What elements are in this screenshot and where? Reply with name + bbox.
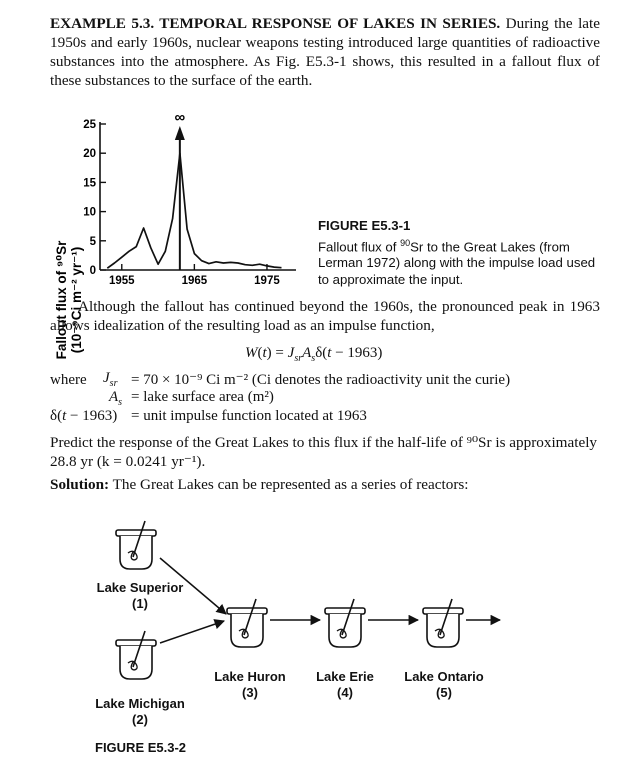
- y-tick-label: 10: [83, 206, 96, 219]
- definition-jsr-text: = 70 × 10⁻⁹ Ci m⁻² (Ci denotes the radioactivity unit the curie): [131, 372, 511, 388]
- figure2-label: FIGURE E5.3-2: [95, 740, 187, 755]
- x-tick-label: 1955: [108, 275, 135, 287]
- x-tick-label: 1965: [181, 275, 208, 287]
- figure1-label: FIGURE E5.3-1: [318, 218, 411, 233]
- solution-text: The Great Lakes can be represented as a series of reactors:: [112, 476, 469, 493]
- example-intro: [50, 14, 600, 90]
- figure1-caption: [318, 218, 608, 288]
- predict-paragraph: Predict the response of the Great Lakes to this flux if the half-life of ⁹⁰Sr is approximately 28.8 yr (k = 0.0241 yr⁻¹).: [50, 434, 598, 470]
- beaker-icon-superior: [116, 521, 156, 569]
- y-axis-label-line1: Fallout flux of ⁹⁰Sr: [54, 240, 69, 360]
- lake-huron-label: Lake Huron (3): [214, 669, 286, 700]
- beaker-icon-michigan: [116, 631, 156, 679]
- lake-michigan-label: Lake Michigan (2): [95, 696, 185, 727]
- beaker-icon-ontario: [423, 599, 463, 647]
- beaker-icon-huron: [227, 599, 267, 647]
- lake-erie-label: Lake Erie (4): [316, 669, 374, 700]
- impulse-paragraph: Although the fallout has continued beyond the 1960s, the pronounced peak in 1963 allows idealization of the resulting load as an impulse function,: [50, 298, 600, 334]
- impulse-infinity-label: ∞: [174, 109, 186, 126]
- figure1-caption-text: Fallout flux of $^{90}$Sr to the Great Lakes (from Lerman 1972) along with the impulse load used to approximate the input.: [318, 237, 596, 287]
- definition-jsr-symbol: $J_{sr}$: [103, 370, 118, 389]
- definition-delta-symbol: δ(t − 1963): [50, 408, 118, 424]
- y-axis-label-line2: (10⁻⁹Ci m⁻² yr⁻¹): [69, 246, 84, 354]
- x-tick-label: 1975: [254, 275, 280, 287]
- y-tick-label: 5: [89, 235, 96, 248]
- solution-label: Solution:: [50, 476, 110, 493]
- arrow-michigan-to-huron: [160, 621, 224, 643]
- definition-where: where: [50, 372, 87, 388]
- y-tick-label: 25: [83, 119, 96, 131]
- solution-line: [50, 475, 600, 494]
- y-tick-label: 0: [89, 265, 96, 277]
- y-tick-label: 20: [83, 148, 96, 161]
- definition-as-text: = lake surface area (m²): [131, 389, 274, 405]
- example-heading: EXAMPLE 5.3. TEMPORAL RESPONSE OF LAKES IN SERIES.: [50, 15, 501, 32]
- lake-superior-label: Lake Superior (1): [96, 580, 184, 611]
- fallout-flux-line: [107, 153, 281, 268]
- y-tick-label: 15: [83, 177, 96, 190]
- definition-as-symbol: $A_s$: [109, 389, 123, 408]
- definition-delta-text: = unit impulse function located at 1963: [131, 408, 367, 424]
- lake-ontario-label: Lake Ontario (5): [404, 669, 484, 700]
- impulse-equation: $W(t) = J_{sr}A_s\delta(t - 1963)$: [245, 345, 383, 364]
- impulse-arrowhead: [175, 126, 185, 140]
- example-intro-text: During the late 1950s and early 1960s, nuclear weapons testing introduced large quantities of radioactive substances into the atmosphere. As Fig. E5.3-1 shows, this resulted in a fallout flux of these substances to the surface of the earth.: [50, 15, 600, 89]
- beaker-icon-erie: [325, 599, 365, 647]
